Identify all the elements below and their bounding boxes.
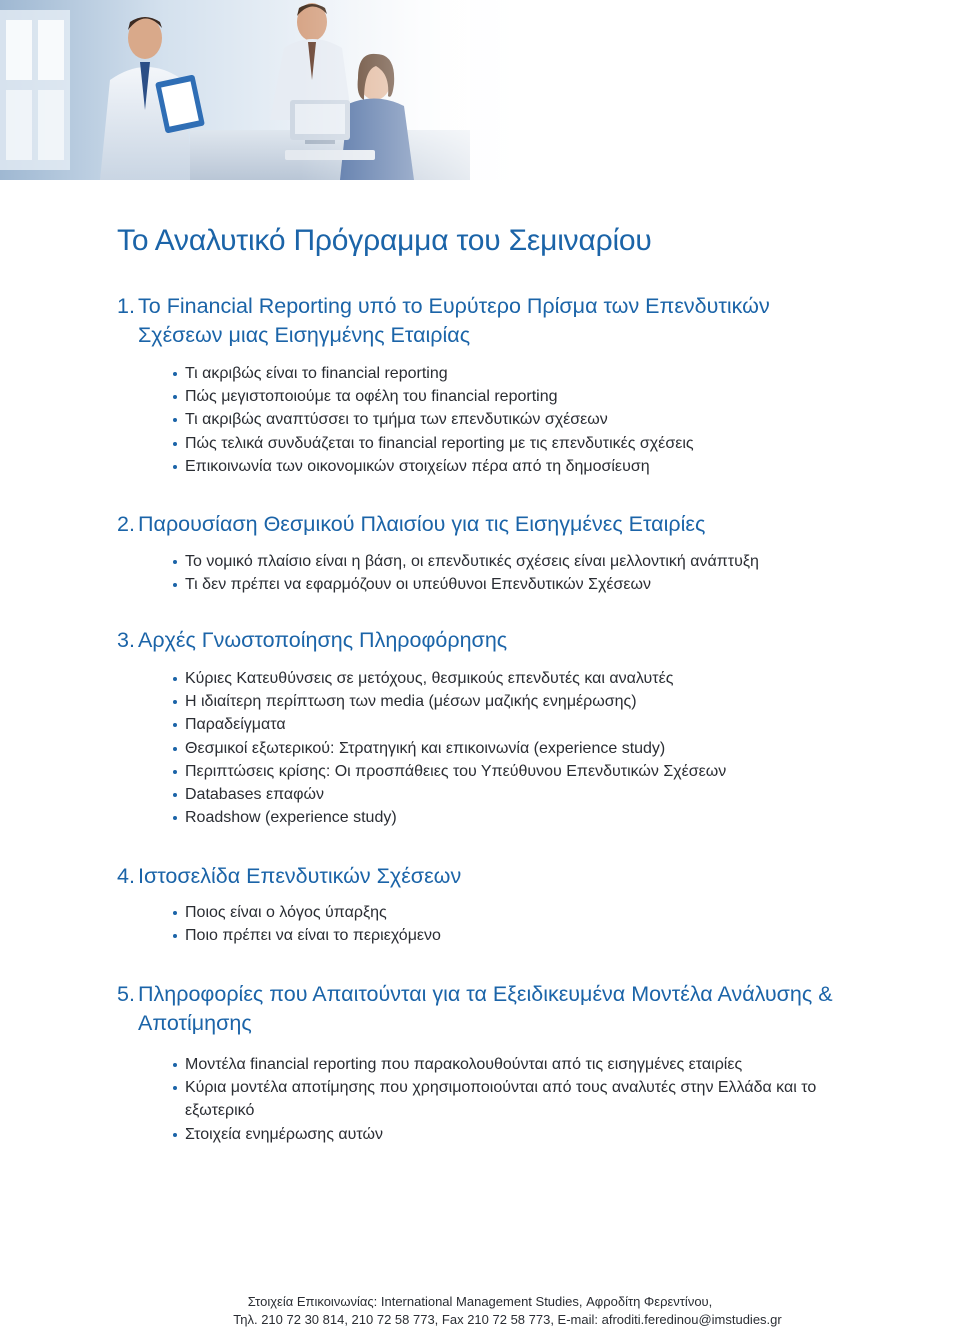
section-title: Το Financial Reporting υπό το Ευρύτερο Πρίσμα των Επενδυτικών Σχέσεων μιας Εισηγμένης Εταιρίας xyxy=(138,294,770,347)
page-title: Το Αναλυτικό Πρόγραμμα του Σεμιναρίου xyxy=(117,224,652,257)
section-4 xyxy=(117,862,837,947)
section-heading xyxy=(117,626,837,655)
bullet-list xyxy=(117,667,837,829)
section-1 xyxy=(117,292,837,478)
list-item: Τι δεν πρέπει να εφαρμόζουν οι υπεύθυνοι Επενδυτικών Σχέσεων xyxy=(173,573,837,596)
section-number: 4. xyxy=(117,864,135,888)
list-item: Τι ακριβώς αναπτύσσει το τμήμα των επενδυτικών σχέσεων xyxy=(173,408,837,431)
section-heading xyxy=(117,510,837,539)
section-number: 2. xyxy=(117,512,135,536)
list-item: Databases επαφών xyxy=(173,783,837,806)
header-banner xyxy=(0,0,960,180)
list-item: Η ιδιαίτερη περίπτωση των media (μέσων μαζικής ενημέρωσης) xyxy=(173,690,837,713)
section-title: Ιστοσελίδα Επενδυτικών Σχέσεων xyxy=(138,864,462,888)
bullet-list xyxy=(117,550,837,596)
list-item: Roadshow (experience study) xyxy=(173,806,837,829)
list-item: Κύριες Κατευθύνσεις σε μετόχους, θεσμικούς επενδυτές και αναλυτές xyxy=(173,667,837,690)
list-item: Μοντέλα financial reporting που παρακολουθούνται από τις εισηγμένες εταιρίες xyxy=(173,1053,837,1076)
section-number: 3. xyxy=(117,628,135,652)
section-title: Πληροφορίες που Απαιτούνται για τα Εξειδικευμένα Μοντέλα Ανάλυσης & Αποτίμησης xyxy=(138,982,833,1035)
list-item: Ποιος είναι ο λόγος ύπαρξης xyxy=(173,901,837,924)
bullet-list xyxy=(117,1053,837,1146)
footer-phone-email-line: Τηλ. 210 72 30 814, 210 72 58 773, Fax 210 72 58 773, E-mail: afroditi.feredinou@imstudies.gr xyxy=(233,1312,782,1327)
section-title: Παρουσίαση Θεσμικού Πλαισίου για τις Εισηγμένες Εταιρίες xyxy=(138,512,706,536)
list-item: Πώς μεγιστοποιούμε τα οφέλη του financial reporting xyxy=(173,385,837,408)
list-item: Κύρια μοντέλα αποτίμησης που χρησιμοποιούνται από τους αναλυτές στην Ελλάδα και το εξωτερικό xyxy=(173,1076,865,1122)
section-2 xyxy=(117,510,837,596)
section-heading xyxy=(117,292,837,350)
list-item: Επικοινωνία των οικονομικών στοιχείων πέρα από τη δημοσίευση xyxy=(173,455,837,478)
section-number: 1. xyxy=(117,294,135,318)
section-heading xyxy=(117,980,837,1038)
list-item: Παραδείγματα xyxy=(173,713,837,736)
list-item: Το νομικό πλαίσιο είναι η βάση, οι επενδυτικές σχέσεις είναι μελλοντική ανάπτυξη xyxy=(173,550,837,573)
list-item: Πώς τελικά συνδυάζεται το financial reporting με τις επενδυτικές σχέσεις xyxy=(173,432,837,455)
list-item: Στοιχεία ενημέρωσης αυτών xyxy=(173,1123,837,1146)
section-heading xyxy=(117,862,837,891)
list-item: Τι ακριβώς είναι το financial reporting xyxy=(173,362,837,385)
list-item: Περιπτώσεις κρίσης: Οι προσπάθειες του Υπεύθυνου Επενδυτικών Σχέσεων xyxy=(173,760,837,783)
header-fade xyxy=(300,0,560,180)
section-number: 5. xyxy=(117,982,135,1006)
section-3 xyxy=(117,626,837,829)
footer-contact-line: Στοιχεία Επικοινωνίας: International Management Studies, Αφροδίτη Φερεντίνου, xyxy=(247,1294,713,1309)
section-5 xyxy=(117,980,837,1146)
section-title: Αρχές Γνωστοποίησης Πληροφόρησης xyxy=(138,628,508,652)
footer xyxy=(0,1293,960,1329)
bullet-list xyxy=(117,901,837,947)
list-item: Θεσμικοί εξωτερικού: Στρατηγική και επικοινωνία (experience study) xyxy=(173,737,837,760)
bullet-list xyxy=(117,362,837,478)
list-item: Ποιο πρέπει να είναι το περιεχόμενο xyxy=(173,924,837,947)
